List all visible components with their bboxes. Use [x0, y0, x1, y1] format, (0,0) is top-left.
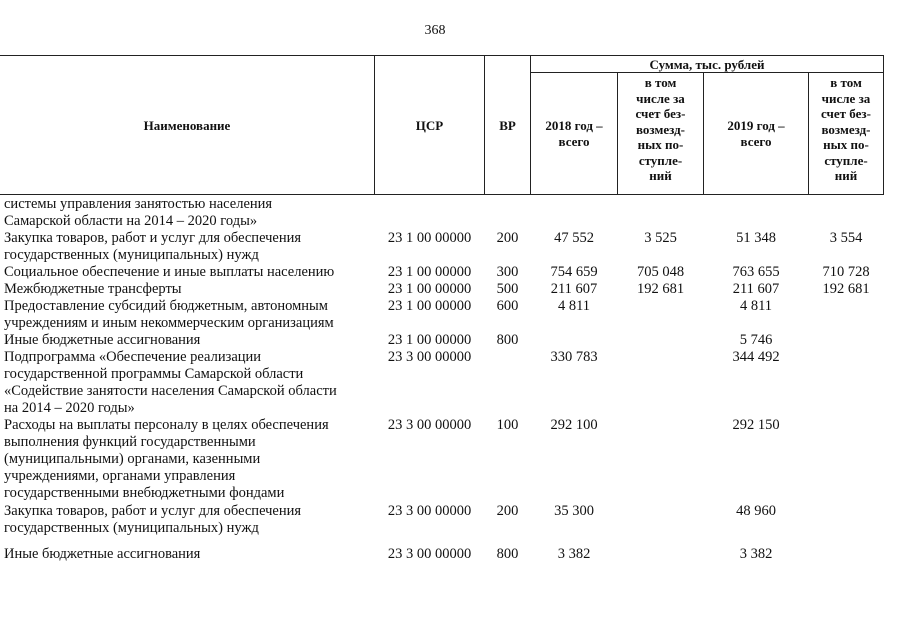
header-name: Наименование: [143, 118, 231, 133]
cell-v2018: 4 811: [557, 298, 591, 314]
row-name-line: (муниципальными) органами, казенными: [4, 451, 261, 467]
cell-v2018: 330 783: [550, 349, 598, 365]
cell-csr: 23 1 00 00000: [387, 332, 472, 348]
row-name-line: государственных (муниципальных) нужд: [4, 520, 259, 536]
cell-csr: 23 1 00 00000: [387, 281, 472, 297]
cell-v2018b: 705 048: [636, 264, 685, 280]
cell-v2018: 47 552: [554, 230, 594, 246]
cell-v2018: 292 100: [550, 417, 598, 433]
row-name-line: Межбюджетные трансферты: [4, 281, 182, 297]
cell-v2019b: 192 681: [822, 281, 870, 297]
cell-v2019b: 710 728: [822, 264, 870, 280]
cell-v2019: 763 655: [732, 264, 780, 280]
cell-v2019: 344 492: [732, 349, 780, 365]
row-name-line: Закупка товаров, работ и услуг для обеспечения: [4, 503, 302, 519]
cell-vr: 500: [496, 281, 519, 297]
page-number: 368: [424, 23, 446, 38]
cell-v2019: 292 150: [732, 417, 780, 433]
row-name-line: Иные бюджетные ассигнования: [4, 332, 201, 348]
cell-v2019: 211 607: [732, 281, 780, 297]
cell-vr: 800: [496, 546, 519, 562]
cell-v2018: 754 659: [550, 264, 598, 280]
cell-v2019: 48 960: [736, 503, 776, 519]
cell-csr: 23 1 00 00000: [387, 264, 472, 280]
cell-vr: 200: [496, 230, 519, 246]
header-2019-incl: в том числе за счет без- возмезд- ных по- ступле- ний: [821, 75, 871, 183]
cell-csr: 23 3 00 00000: [387, 546, 472, 562]
row-name-line: Самарской области на 2014 – 2020 годы»: [4, 213, 258, 229]
row-name-line: Иные бюджетные ассигнования: [4, 546, 201, 562]
row-name-line: Социальное обеспечение и иные выплаты населению: [4, 264, 335, 280]
row-name-line: Расходы на выплаты персоналу в целях обеспечения: [4, 417, 329, 433]
cell-v2018b: 192 681: [636, 281, 685, 297]
header-2018-incl: в том числе за счет без- возмезд- ных по- ступле- ний: [635, 75, 686, 183]
header-sum-group: Сумма, тыс. рублей: [649, 57, 765, 72]
row-name-line: выполнения функций государственными: [4, 434, 256, 450]
cell-v2018: 3 382: [557, 546, 591, 562]
cell-vr: 300: [496, 264, 519, 280]
cell-csr: 23 3 00 00000: [387, 417, 472, 433]
header-vr: ВР: [499, 118, 516, 133]
cell-v2018: 35 300: [554, 503, 594, 519]
cell-v2019: 51 348: [736, 230, 776, 246]
cell-v2019: 3 382: [739, 546, 773, 562]
cell-v2018: 211 607: [550, 281, 598, 297]
row-name-line: «Содействие занятости населения Самарской области: [4, 383, 337, 399]
row-name-line: учреждениям и иным некоммерческим организациям: [4, 315, 334, 331]
row-name-line: учреждениями, органами управления: [4, 468, 236, 484]
cell-csr: 23 3 00 00000: [387, 349, 472, 365]
row-name-line: Подпрограмма «Обеспечение реализации: [4, 349, 262, 365]
row-name-line: государственной программы Самарской области: [4, 366, 304, 382]
row-name-line: системы управления занятостью населения: [4, 196, 273, 212]
cell-v2019b: 3 554: [829, 230, 863, 246]
header-2018-total: 2018 год – всего: [545, 118, 603, 149]
row-name-line: государственными внебюджетными фондами: [4, 485, 285, 501]
cell-vr: 200: [496, 503, 519, 519]
cell-csr: 23 1 00 00000: [387, 298, 472, 314]
cell-v2019: 4 811: [739, 298, 773, 314]
header-csr: ЦСР: [415, 118, 444, 133]
cell-csr: 23 1 00 00000: [387, 230, 472, 246]
cell-vr: 100: [496, 417, 519, 433]
row-name-line: Предоставление субсидий бюджетным, автономным: [4, 298, 328, 314]
header-2019-total: 2019 год – всего: [727, 118, 785, 149]
cell-vr: 800: [496, 332, 519, 348]
cell-csr: 23 3 00 00000: [387, 503, 472, 519]
row-name-line: на 2014 – 2020 годы»: [4, 400, 135, 416]
row-name-line: Закупка товаров, работ и услуг для обеспечения: [4, 230, 302, 246]
cell-vr: 600: [496, 298, 519, 314]
cell-v2018b: 3 525: [644, 230, 677, 246]
cell-v2019: 5 746: [739, 332, 773, 348]
row-name-line: государственных (муниципальных) нужд: [4, 247, 259, 263]
